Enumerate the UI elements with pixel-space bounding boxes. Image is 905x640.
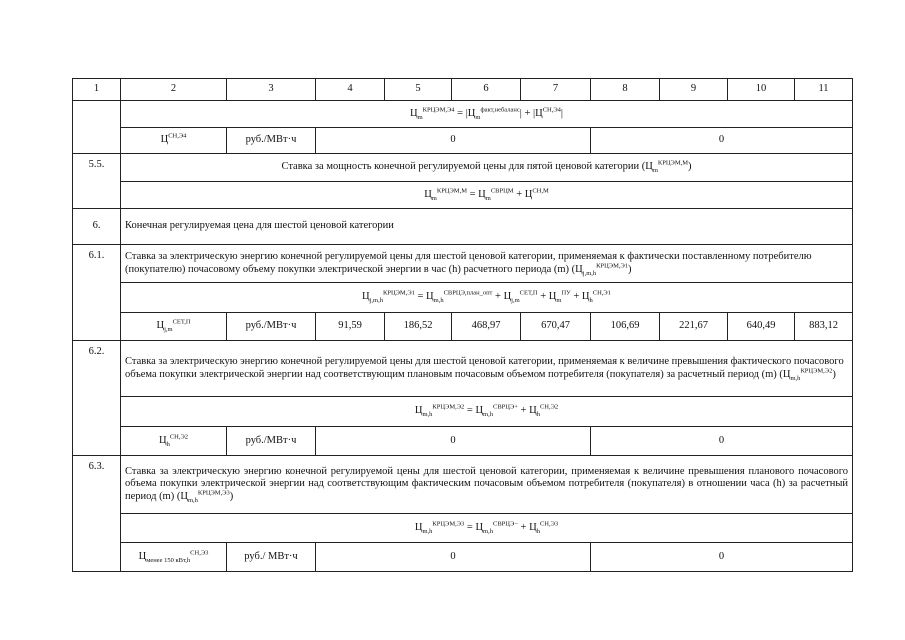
unit-cell: руб./МВт·ч [227,427,316,456]
formula-e1: $Ц_{j,m,h}^{КРЦЭМ,Э1} = Ц_{m,h}^{СВРЦЭ,план\_опт} + Ц_{j,m}^{СЕТ,П} + Ц_m^{ПУ} + Ц_h^{СН,Э1}$ [121,283,853,313]
table-row [73,397,853,427]
rate-label: $Ц^{СН,Э4}$ [121,128,227,154]
col-header: 7 [521,79,591,101]
table-row [73,283,853,313]
col-header: 6 [452,79,521,101]
col-header: 8 [591,79,660,101]
value-cell: 883,12 [795,313,853,341]
table-row [73,427,853,456]
value-cell: 91,59 [316,313,385,341]
col-header: 10 [728,79,795,101]
value-cell: 670,47 [521,313,591,341]
col-header: 3 [227,79,316,101]
table-row [73,154,853,182]
value-cell: 0 [591,543,853,572]
col-header: 2 [121,79,227,101]
col-header: 9 [660,79,728,101]
formula-e3: $Ц_{m,h}^{КРЦЭМ,Э3} = Ц_{m,h}^{СВРЦЭ-} + Ц_h^{СН,Э3}$ [121,514,853,543]
tariff-table [72,78,853,572]
rate-label: $Ц_{j,m}^{СЕТ,П}$ [121,313,227,341]
row-number: 6.2. [73,341,121,456]
table-row [73,101,853,128]
col-header: 1 [73,79,121,101]
value-cell: 221,67 [660,313,728,341]
value-cell: 0 [591,427,853,456]
value-cell: 468,97 [452,313,521,341]
row-description: Ставка за электрическую энергию конечной регулируемой цены для шестой ценовой категории, применяемая к величине превышения планового почасового объема покупки электрической энергии над соответствующим фактическим почасовым объемом потребителя (покупателя) в отношении часа (h) за расчетный период (m) $(Ц_{m,h}^{КРЦЭМ,Э3})$ [121,456,853,514]
row-number: 5.5. [73,154,121,209]
table-row [73,209,853,245]
table-row [73,341,853,397]
formula-m: $Ц_m^{КРЦЭМ,М} = Ц_m^{СВРЦМ} + Ц^{СН,М}$ [121,182,853,209]
formula-e2: $Ц_{m,h}^{КРЦЭМ,Э2} = Ц_{m,h}^{СВРЦЭ+} + Ц_h^{СН,Э2}$ [121,397,853,427]
table-row [73,128,853,154]
rate-label: $Ц_{менее 150 кВт,h}^{СН,Э3}$ [121,543,227,572]
value-cell: 640,49 [728,313,795,341]
formula-e4: $Ц_m^{КРЦЭМ,Э4} = |Ц_m^{факт,небаланс}| + |Ц^{СН,Э4}|$ [121,101,853,128]
col-header: 4 [316,79,385,101]
unit-cell: руб./МВт·ч [227,128,316,154]
row-number: 6.3. [73,456,121,572]
value-cell: 0 [316,128,591,154]
value-cell: 106,69 [591,313,660,341]
table-row [73,182,853,209]
table-row [73,456,853,514]
row-description: Ставка за электрическую энергию конечной регулируемой цены для шестой ценовой категории, применяемая к фактически поставленному потребителю (покупателю) почасовому объему покупки электрической энергии в час (h) расчетного периода (m) $(Ц_{j,m,h}^{КРЦЭМ,Э1})$ [121,245,853,283]
unit-cell: руб./ МВт·ч [227,543,316,572]
unit-cell: руб./МВт·ч [227,313,316,341]
row-number: 6. [73,209,121,245]
row-description: Ставка за электрическую энергию конечной регулируемой цены для шестой ценовой категории, применяемая к величине превышения фактического почасового объема покупки электрической энергии над соответствующим плановым почасовым объемом потребителя (покупателя) за расчетный период (m) $(Ц_{m,h}^{КРЦЭМ,Э2})$ [121,341,853,397]
value-cell: 186,52 [385,313,452,341]
value-cell: 0 [591,128,853,154]
column-number-row [73,79,853,101]
col-header: 5 [385,79,452,101]
col-header: 11 [795,79,853,101]
row-number-empty [73,101,121,154]
row-number: 6.1. [73,245,121,341]
table-row [73,543,853,572]
table-row [73,313,853,341]
row-description: Ставка за мощность конечной регулируемой цены для пятой ценовой категории $(Ц_m^{КРЦЭМ,М})$ [121,154,853,182]
table-row [73,245,853,283]
row-description: Конечная регулируемая цена для шестой ценовой категории [121,209,853,245]
value-cell: 0 [316,543,591,572]
rate-label: $Ц_h^{СН,Э2}$ [121,427,227,456]
value-cell: 0 [316,427,591,456]
table-row [73,514,853,543]
